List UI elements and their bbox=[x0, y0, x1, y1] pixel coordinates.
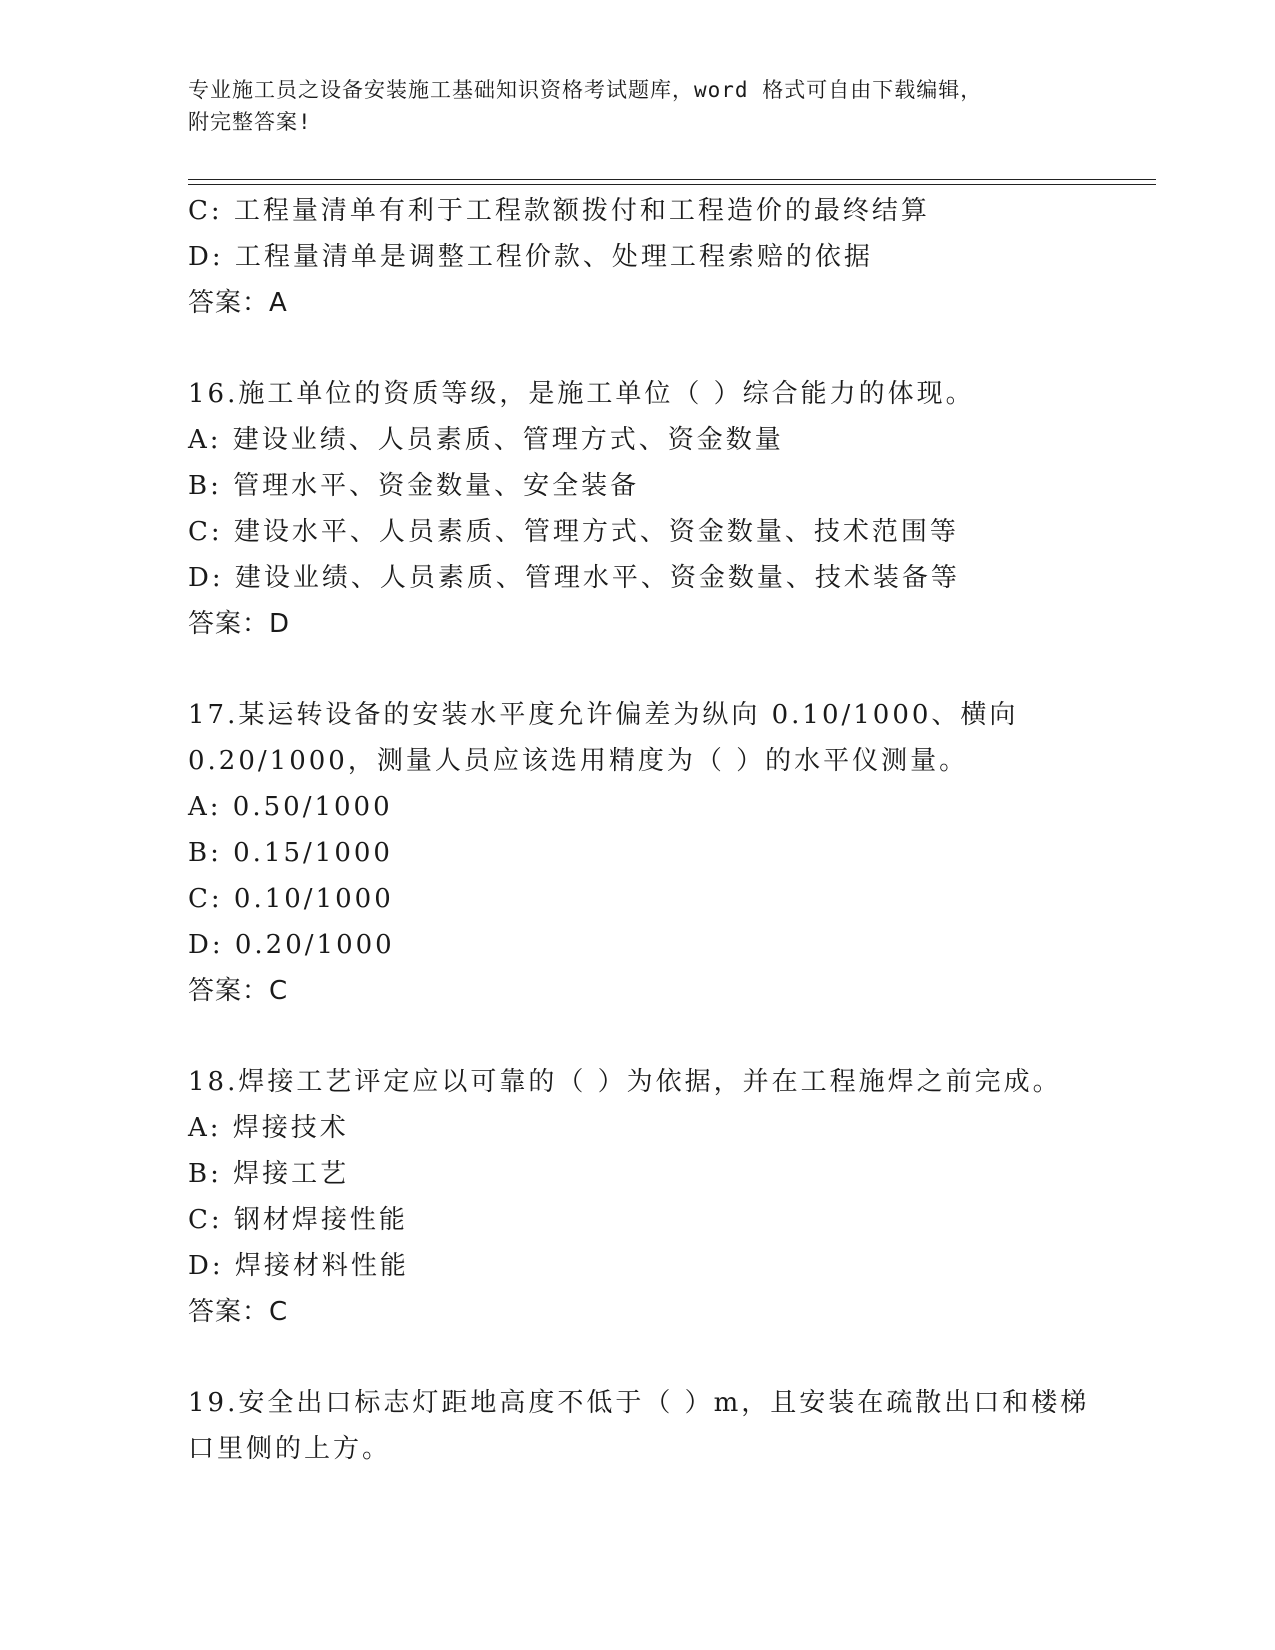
option-a: A: 焊接技术 bbox=[188, 1113, 349, 1143]
question-list bbox=[188, 188, 1148, 1472]
option-d: D: 工程量清单是调整工程价款、处理工程索赔的依据 bbox=[188, 242, 873, 272]
question-19 bbox=[188, 1380, 1148, 1472]
question-stem: 16.施工单位的资质等级，是施工单位（ ）综合能力的体现。 bbox=[188, 379, 975, 409]
option-c: C: 建设水平、人员素质、管理方式、资金数量、技术范围等 bbox=[188, 517, 959, 547]
option-c: C: 0.10/1000 bbox=[188, 884, 394, 914]
option-d: D: 焊接材料性能 bbox=[188, 1251, 409, 1281]
question-stem: 18.焊接工艺评定应以可靠的（ ）为依据，并在工程施焊之前完成。 bbox=[188, 1067, 1062, 1097]
question-17 bbox=[188, 692, 1148, 1014]
option-b: B: 焊接工艺 bbox=[188, 1159, 350, 1189]
option-b: B: 0.15/1000 bbox=[188, 838, 393, 868]
question-16 bbox=[188, 371, 1148, 647]
document-header bbox=[188, 74, 1088, 138]
header-line-2: 附完整答案! bbox=[188, 110, 312, 134]
answer: 答案：C bbox=[188, 1297, 289, 1327]
header-divider-bottom bbox=[188, 184, 1156, 185]
option-c: C: 工程量清单有利于工程款额拨付和工程造价的最终结算 bbox=[188, 196, 930, 226]
answer: 答案：C bbox=[188, 976, 289, 1006]
option-d: D: 0.20/1000 bbox=[188, 930, 395, 960]
option-c: C: 钢材焊接性能 bbox=[188, 1205, 408, 1235]
answer: 答案：A bbox=[188, 288, 288, 318]
question-stem-continued: 0.20/1000，测量人员应该选用精度为（ ）的水平仪测量。 bbox=[188, 746, 969, 776]
answer: 答案：D bbox=[188, 609, 291, 639]
option-a: A: 0.50/1000 bbox=[188, 792, 393, 822]
question-stem-continued: 口里侧的上方。 bbox=[188, 1434, 392, 1464]
header-line-1: 专业施工员之设备安装施工基础知识资格考试题库，word 格式可自由下载编辑， bbox=[188, 78, 983, 102]
partial-question-15 bbox=[188, 188, 1148, 326]
option-d: D: 建设业绩、人员素质、管理水平、资金数量、技术装备等 bbox=[188, 563, 960, 593]
question-stem: 19.安全出口标志灯距地高度不低于（ ）m，且安装在疏散出口和楼梯 bbox=[188, 1388, 1090, 1418]
header-divider-top bbox=[188, 179, 1156, 180]
option-b: B: 管理水平、资金数量、安全装备 bbox=[188, 471, 640, 501]
question-stem: 17.某运转设备的安装水平度允许偏差为纵向 0.10/1000、横向 bbox=[188, 700, 1019, 730]
question-18 bbox=[188, 1059, 1148, 1335]
option-a: A: 建设业绩、人员素质、管理方式、资金数量 bbox=[188, 425, 784, 455]
